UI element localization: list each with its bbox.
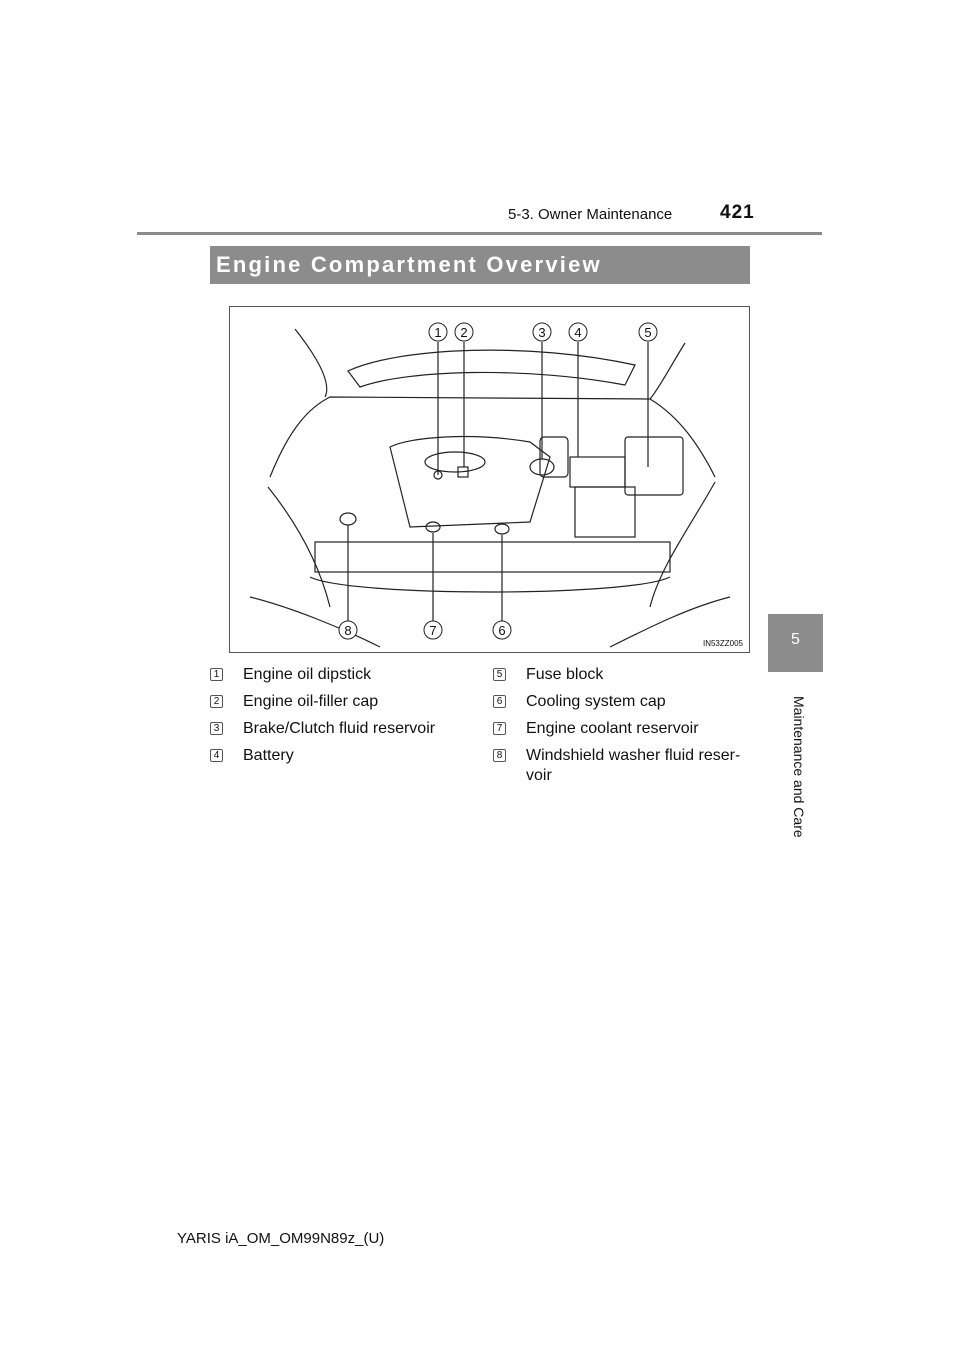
engine-drawing xyxy=(230,307,750,653)
legend-label: Windshield washer fluid reser- xyxy=(526,747,741,764)
callout-3-label: 3 xyxy=(538,325,546,340)
legend-label-continuation: voir xyxy=(526,767,552,784)
legend-label: Cooling system cap xyxy=(526,693,666,710)
left-bumper-curve xyxy=(250,597,380,647)
legend-label: Battery xyxy=(243,747,294,764)
hood-right-strut xyxy=(650,343,685,399)
legend-number: 3 xyxy=(210,722,223,735)
chapter-label: Maintenance and Care xyxy=(791,696,807,838)
legend-number: 1 xyxy=(210,668,223,681)
left-fender xyxy=(268,487,330,607)
figure-code: IN53ZZ005 xyxy=(702,639,743,648)
chapter-number: 5 xyxy=(791,631,800,648)
legend-number: 2 xyxy=(210,695,223,708)
callout-1-label: 1 xyxy=(434,325,442,340)
legend-number: 4 xyxy=(210,749,223,762)
battery-shape xyxy=(570,457,625,487)
brake-reservoir xyxy=(540,437,568,477)
page-number: 421 xyxy=(720,202,755,223)
footer-doc-id: YARIS iA_OM_OM99N89z_(U) xyxy=(177,1230,385,1247)
radiator-support xyxy=(315,542,670,572)
legend-label: Engine coolant reservoir xyxy=(526,720,699,737)
radiator-cap xyxy=(495,524,509,534)
hood-lid xyxy=(348,350,635,387)
legend-item-continuation xyxy=(526,767,552,785)
section-title: Engine Compartment Overview xyxy=(216,252,602,277)
section-header: 5-3. Owner Maintenance xyxy=(508,206,673,223)
hood-left-strut xyxy=(295,329,327,397)
brake-reservoir-cap xyxy=(530,459,554,475)
engine-compartment-illustration xyxy=(229,306,750,653)
callout-5-label: 5 xyxy=(644,325,652,340)
callout-8-label: 8 xyxy=(344,623,352,638)
legend-label: Brake/Clutch fluid reservoir xyxy=(243,720,436,737)
coolant-cap xyxy=(426,522,440,532)
legend-number: 6 xyxy=(493,695,506,708)
chapter-tab xyxy=(768,614,823,672)
legend-label: Engine oil dipstick xyxy=(243,666,372,683)
callout-7-label: 7 xyxy=(429,623,437,638)
legend-label: Engine oil-filler cap xyxy=(243,693,379,710)
engine-cover xyxy=(390,437,550,527)
legend-number: 7 xyxy=(493,722,506,735)
fuse-block-shape xyxy=(625,437,683,495)
legend-number: 8 xyxy=(493,749,506,762)
engine-cover-logo xyxy=(425,452,485,472)
callout-4-label: 4 xyxy=(574,325,582,340)
callout-6-label: 6 xyxy=(498,623,506,638)
bumper-top xyxy=(310,577,670,592)
legend-number: 5 xyxy=(493,668,506,681)
legend-label: Fuse block xyxy=(526,666,604,683)
right-fender xyxy=(650,482,715,607)
header-rule xyxy=(137,232,822,235)
washer-cap xyxy=(340,513,356,525)
callout-2-label: 2 xyxy=(460,325,468,340)
